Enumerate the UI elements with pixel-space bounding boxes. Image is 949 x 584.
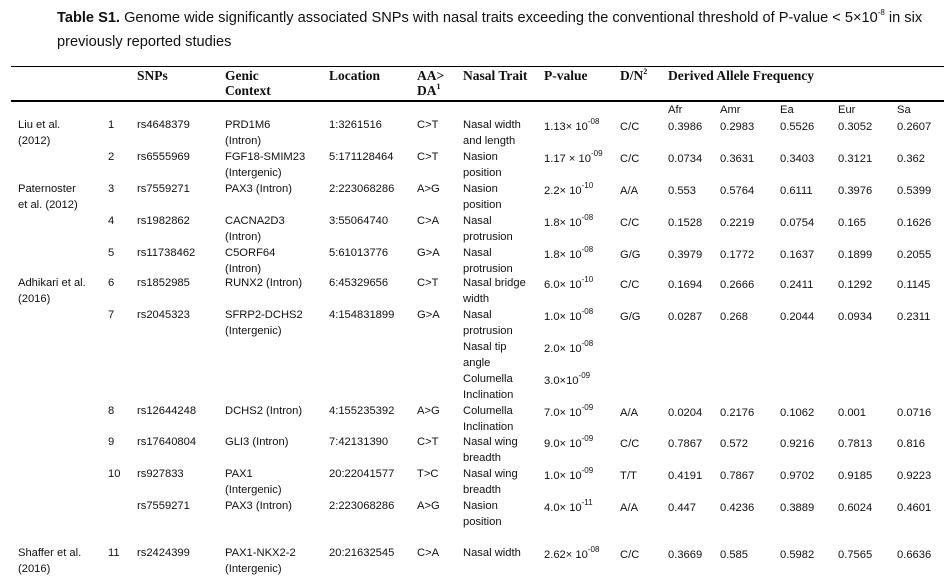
cell-line: (Intergenic) <box>225 324 282 337</box>
allele-frequency-afr: 0.3979 <box>668 249 703 261</box>
allele-frequency-ea: 0.1637 <box>780 249 815 261</box>
genic-context <box>225 435 288 451</box>
allele-frequency-amr: 0.2219 <box>720 217 755 229</box>
allele-change: C>T <box>417 277 439 289</box>
genic-context <box>225 118 270 149</box>
p-value-exponent: -08 <box>581 339 594 349</box>
p-value <box>544 403 594 422</box>
allele-frequency-ea: 0.9216 <box>780 438 815 450</box>
cell-line: GLI3 (Intron) <box>225 436 289 448</box>
nasal-trait <box>463 435 518 466</box>
allele-frequency-afr: 0.0287 <box>668 311 703 323</box>
cell-line: Nasal wing <box>463 436 518 448</box>
p-value-mantissa: 4.0× 10 <box>544 502 582 514</box>
cell-line: RUNX2 (Intron) <box>225 277 303 289</box>
population-label-ea: Ea <box>780 104 794 116</box>
row-number: 9 <box>108 436 115 448</box>
location: 20:22041577 <box>329 468 395 480</box>
header-genic: Genic <box>225 68 259 83</box>
cell-line: PRD1M6 <box>225 119 271 131</box>
nasal-trait <box>463 404 513 435</box>
genic-context <box>225 499 292 515</box>
nasal-trait <box>463 214 513 245</box>
cell-line: PAX3 (Intron) <box>225 183 292 195</box>
row-number: 8 <box>108 405 115 417</box>
row-number: 2 <box>108 151 115 163</box>
p-value-exponent: -09 <box>581 434 594 444</box>
table-caption <box>57 6 937 54</box>
allele-change: A>G <box>417 405 440 417</box>
p-value-exponent: -08 <box>581 307 594 317</box>
cell-line: FGF18-SMIM23 <box>225 151 306 163</box>
allele-frequency-sa: 0.9223 <box>897 470 932 482</box>
header-location: Location <box>329 68 381 83</box>
allele-frequency-eur: 0.1292 <box>838 279 873 291</box>
study-cell <box>18 182 78 213</box>
genic-context <box>225 308 303 339</box>
study-cell <box>18 118 60 149</box>
cell-line: protrusion <box>463 324 513 337</box>
snp-id: rs927833 <box>137 468 184 480</box>
allele-frequency-amr: 0.2983 <box>720 121 755 133</box>
row-number: 11 <box>108 547 120 559</box>
allele-change: C>A <box>417 547 440 559</box>
p-value-exponent: -09 <box>581 466 594 476</box>
cell-line: Nasal width <box>463 119 521 131</box>
genic-context <box>225 404 302 420</box>
snp-id: rs1852985 <box>137 277 190 289</box>
allele-frequency-ea: 0.1062 <box>780 407 815 419</box>
dn-genotype: C/C <box>620 438 640 450</box>
p-value-mantissa: 2.2× 10 <box>544 185 582 197</box>
cell-line: Nasal bridge <box>463 277 526 289</box>
p-value-mantissa: 3.0×10 <box>544 375 579 387</box>
p-value <box>544 498 593 517</box>
p-value-mantissa: 7.0× 10 <box>544 407 582 419</box>
p-value <box>544 307 594 326</box>
header-p-value: P-value <box>544 68 588 83</box>
cell-line: Liu et al. <box>18 119 61 131</box>
caption-exponent: -8 <box>877 8 885 18</box>
genic-context <box>225 182 292 198</box>
snp-id: rs17640804 <box>137 436 197 448</box>
dn-genotype: C/C <box>620 549 640 561</box>
location: 3:55064740 <box>329 215 389 227</box>
allele-frequency-afr: 0.3669 <box>668 549 703 561</box>
population-label-eur: Eur <box>838 104 856 116</box>
header-context: Context <box>225 83 271 98</box>
snp-id: rs11738462 <box>137 247 196 259</box>
cell-line: Inclination <box>463 388 514 401</box>
population-label-afr: Afr <box>668 104 683 116</box>
allele-frequency-amr: 0.2666 <box>720 279 755 291</box>
p-value-mantissa: 2.62× 10 <box>544 549 588 561</box>
allele-frequency-amr: 0.268 <box>720 311 748 323</box>
allele-frequency-eur: 0.001 <box>838 407 866 419</box>
p-value <box>544 371 591 390</box>
cell-line: (Intron) <box>225 134 262 147</box>
cell-line: Nasion <box>463 183 498 195</box>
cell-line: Nasal <box>463 247 492 259</box>
allele-frequency-amr: 0.5764 <box>720 185 755 197</box>
cell-line: Columella <box>463 373 513 385</box>
header-snps: SNPs <box>137 68 168 83</box>
allele-frequency-amr: 0.3631 <box>720 153 755 165</box>
header-rule <box>11 100 944 102</box>
nasal-trait <box>463 499 502 530</box>
allele-change: A>G <box>417 500 440 512</box>
allele-frequency-amr: 0.1772 <box>720 249 755 261</box>
allele-frequency-sa: 0.4601 <box>897 502 932 514</box>
cell-line: breadth <box>463 483 501 496</box>
cell-line: protrusion <box>463 262 513 275</box>
p-value-exponent: -08 <box>587 545 600 555</box>
cell-line: protrusion <box>463 230 513 243</box>
allele-frequency-eur: 0.6024 <box>838 502 873 514</box>
allele-frequency-afr: 0.553 <box>668 185 696 197</box>
p-value <box>544 245 594 264</box>
snp-id: rs7559271 <box>137 183 190 195</box>
snp-id: rs6555969 <box>137 151 190 163</box>
snp-id: rs7559271 <box>137 500 190 512</box>
p-value-mantissa: 9.0× 10 <box>544 438 582 450</box>
allele-frequency-afr: 0.3986 <box>668 121 703 133</box>
dn-genotype: T/T <box>620 470 637 482</box>
genic-context <box>225 546 296 577</box>
study-cell <box>18 546 81 577</box>
allele-frequency-afr: 0.7867 <box>668 438 703 450</box>
cell-line: Nasal tip <box>463 341 507 353</box>
row-number: 1 <box>108 119 115 131</box>
allele-frequency-sa: 0.816 <box>897 438 925 450</box>
nasal-trait <box>463 308 513 339</box>
allele-frequency-sa: 0.1145 <box>897 279 931 291</box>
dn-genotype: C/C <box>620 121 640 133</box>
header-aa: AA> <box>417 68 445 83</box>
p-value <box>544 434 594 453</box>
row-number: 6 <box>108 277 115 289</box>
p-value-exponent: -09 <box>581 403 594 413</box>
p-value <box>544 181 594 200</box>
p-value-exponent: -09 <box>578 371 591 381</box>
caption-label: Table S1. <box>57 10 120 26</box>
p-value-mantissa: 6.0× 10 <box>544 279 582 291</box>
nasal-trait <box>463 340 507 371</box>
cell-line: Nasal <box>463 309 492 321</box>
allele-change: C>T <box>417 436 439 448</box>
allele-frequency-eur: 0.7813 <box>838 438 873 450</box>
cell-line: Shaffer et al. <box>18 547 82 559</box>
allele-change: C>T <box>417 151 439 163</box>
snp-id: rs4648379 <box>137 119 190 131</box>
p-value-mantissa: 1.0× 10 <box>544 311 582 323</box>
allele-frequency-eur: 0.9185 <box>838 470 873 482</box>
cell-line: SFRP2-DCHS2 <box>225 309 303 321</box>
allele-frequency-afr: 0.1694 <box>668 279 703 291</box>
nasal-trait <box>463 118 521 149</box>
cell-line: CACNA2D3 <box>225 215 285 227</box>
location: 2:223068286 <box>329 500 395 512</box>
header-footnote-2: 2 <box>643 66 648 76</box>
caption-text: Genome wide significantly associated SNPs with nasal traits exceeding the conventional threshold of P-value < 5×10 <box>124 10 878 26</box>
genic-context <box>225 214 285 245</box>
allele-change: G>A <box>417 247 440 259</box>
allele-frequency-sa: 0.6636 <box>897 549 932 561</box>
cell-line: (Intergenic) <box>225 562 282 575</box>
cell-line: Nasion <box>463 151 498 163</box>
cell-line: (2016) <box>18 562 51 575</box>
header-da: DA <box>417 83 437 98</box>
row-number: 5 <box>108 247 115 259</box>
allele-change: C>T <box>417 119 439 131</box>
cell-line: et al. (2012) <box>18 198 78 211</box>
cell-line: Paternoster <box>18 183 76 195</box>
study-cell <box>18 276 86 307</box>
location: 4:155235392 <box>329 405 395 417</box>
nasal-trait <box>463 246 513 277</box>
dn-genotype: C/C <box>620 153 640 165</box>
cell-line: DCHS2 (Intron) <box>225 405 303 417</box>
snp-id: rs2045323 <box>137 309 190 321</box>
allele-frequency-amr: 0.585 <box>720 549 748 561</box>
allele-frequency-ea: 0.9702 <box>780 470 815 482</box>
allele-frequency-eur: 0.165 <box>838 217 866 229</box>
cell-line: (2016) <box>18 292 51 305</box>
cell-line: PAX1 <box>225 468 253 480</box>
location: 2:223068286 <box>329 183 395 195</box>
p-value-exponent: -09 <box>590 149 603 159</box>
p-value-exponent: -08 <box>581 245 594 255</box>
header-alleles <box>417 68 444 98</box>
snp-id: rs2424399 <box>137 547 190 559</box>
p-value <box>544 149 603 168</box>
nasal-trait <box>463 276 526 307</box>
nasal-trait <box>463 150 502 181</box>
p-value <box>544 275 594 294</box>
cell-line: PAX1-NKX2-2 <box>225 547 296 559</box>
allele-frequency-ea: 0.5526 <box>780 121 815 133</box>
p-value-mantissa: 1.8× 10 <box>544 249 582 261</box>
allele-frequency-eur: 0.3052 <box>838 121 873 133</box>
cell-line: Nasion <box>463 500 498 512</box>
allele-frequency-ea: 0.6111 <box>780 185 813 197</box>
header-dn-label: D/N <box>620 68 644 83</box>
cell-line: width <box>463 292 490 305</box>
cell-line: angle <box>463 356 491 369</box>
dn-genotype: G/G <box>620 249 641 261</box>
dn-genotype: C/C <box>620 217 640 229</box>
cell-line: position <box>463 515 502 528</box>
cell-line: C5ORF64 <box>225 247 276 259</box>
nasal-trait <box>463 182 502 213</box>
dn-genotype: A/A <box>620 407 639 419</box>
allele-change: A>G <box>417 183 440 195</box>
genic-context <box>225 276 302 292</box>
p-value <box>544 213 594 232</box>
allele-frequency-sa: 0.2607 <box>897 121 932 133</box>
caption-line-2: previously reported studies <box>57 34 232 50</box>
dn-genotype: C/C <box>620 279 640 291</box>
top-rule <box>11 66 944 67</box>
allele-frequency-amr: 0.4236 <box>720 502 755 514</box>
cell-line: (Intron) <box>225 262 262 275</box>
genic-context <box>225 467 282 498</box>
cell-line: position <box>463 166 502 179</box>
allele-change: T>C <box>417 468 439 480</box>
cell-line: (2012) <box>18 134 51 147</box>
p-value <box>544 545 600 564</box>
header-genic-context <box>225 68 271 98</box>
allele-frequency-ea: 0.5982 <box>780 549 815 561</box>
allele-frequency-afr: 0.0204 <box>668 407 703 419</box>
header-dn <box>620 68 647 83</box>
genic-context <box>225 246 275 277</box>
header-nasal-trait: Nasal Trait <box>463 68 528 83</box>
p-value-mantissa: 1.8× 10 <box>544 217 582 229</box>
row-number: 4 <box>108 215 115 227</box>
p-value-exponent: -10 <box>581 181 594 191</box>
location: 5:61013776 <box>329 247 389 259</box>
header-footnote-1: 1 <box>436 81 441 91</box>
cell-line: (Intergenic) <box>225 166 282 179</box>
cell-line: (Intergenic) <box>225 483 282 496</box>
cell-line: Columella <box>463 405 513 417</box>
allele-frequency-sa: 0.5399 <box>897 185 932 197</box>
allele-frequency-sa: 0.0716 <box>897 407 932 419</box>
allele-frequency-sa: 0.1626 <box>897 217 932 229</box>
allele-frequency-eur: 0.0934 <box>838 311 873 323</box>
allele-frequency-eur: 0.3121 <box>838 153 873 165</box>
location: 1:3261516 <box>329 119 382 131</box>
row-number: 10 <box>108 468 121 480</box>
allele-frequency-eur: 0.7565 <box>838 549 873 561</box>
allele-frequency-eur: 0.1899 <box>838 249 873 261</box>
cell-line: Nasal width <box>463 547 521 559</box>
allele-frequency-eur: 0.3976 <box>838 185 873 197</box>
allele-frequency-sa: 0.362 <box>897 153 925 165</box>
cell-line: and length <box>463 134 516 147</box>
p-value-exponent: -08 <box>587 117 600 127</box>
allele-frequency-sa: 0.2055 <box>897 249 932 261</box>
row-number: 3 <box>108 183 115 195</box>
p-value-mantissa: 1.17 × 10 <box>544 153 591 165</box>
dn-genotype: A/A <box>620 185 639 197</box>
location: 4:154831899 <box>329 309 395 321</box>
allele-frequency-afr: 0.1528 <box>668 217 703 229</box>
allele-frequency-ea: 0.0754 <box>780 217 815 229</box>
snp-id: rs1982862 <box>137 215 190 227</box>
caption-text-end: in six <box>884 10 923 26</box>
allele-frequency-ea: 0.3403 <box>780 153 815 165</box>
p-value-exponent: -11 <box>581 498 593 508</box>
allele-frequency-amr: 0.7867 <box>720 470 755 482</box>
p-value <box>544 466 594 485</box>
cell-line: Nasal <box>463 215 492 227</box>
allele-frequency-sa: 0.2311 <box>897 311 931 323</box>
allele-frequency-ea: 0.2411 <box>780 279 814 291</box>
nasal-trait <box>463 372 513 403</box>
population-label-amr: Amr <box>720 104 741 116</box>
dn-genotype: G/G <box>620 311 641 323</box>
snp-id: rs12644248 <box>137 405 197 417</box>
cell-line: (Intron) <box>225 230 262 243</box>
p-value-mantissa: 1.13× 10 <box>544 121 588 133</box>
allele-frequency-afr: 0.0734 <box>668 153 703 165</box>
allele-frequency-ea: 0.2044 <box>780 311 815 323</box>
p-value-exponent: -10 <box>581 275 594 285</box>
allele-frequency-amr: 0.572 <box>720 438 748 450</box>
cell-line: Inclination <box>463 420 514 433</box>
nasal-trait <box>463 546 521 562</box>
header-derived-allele-frequency: Derived Allele Frequency <box>668 68 814 83</box>
row-number: 7 <box>108 309 115 321</box>
location: 7:42131390 <box>329 436 389 448</box>
p-value-mantissa: 1.0× 10 <box>544 470 582 482</box>
cell-line: Adhikari et al. <box>18 277 86 289</box>
cell-line: breadth <box>463 451 501 464</box>
cell-line: position <box>463 198 502 211</box>
cell-line: PAX3 (Intron) <box>225 500 292 512</box>
dn-genotype: A/A <box>620 502 639 514</box>
location: 20:21632545 <box>329 547 395 559</box>
allele-frequency-afr: 0.447 <box>668 502 696 514</box>
p-value-exponent: -08 <box>581 213 594 223</box>
allele-change: G>A <box>417 309 440 321</box>
allele-frequency-ea: 0.3889 <box>780 502 815 514</box>
p-value-mantissa: 2.0× 10 <box>544 343 582 355</box>
location: 5:171128464 <box>329 151 394 163</box>
nasal-trait <box>463 467 518 498</box>
cell-line: Nasal wing <box>463 468 518 480</box>
p-value <box>544 339 594 358</box>
allele-frequency-afr: 0.4191 <box>668 470 703 482</box>
location: 6:45329656 <box>329 277 389 289</box>
p-value <box>544 117 600 136</box>
allele-change: C>A <box>417 215 440 227</box>
population-label-sa: Sa <box>897 104 911 116</box>
allele-frequency-amr: 0.2176 <box>720 407 755 419</box>
genic-context <box>225 150 305 181</box>
